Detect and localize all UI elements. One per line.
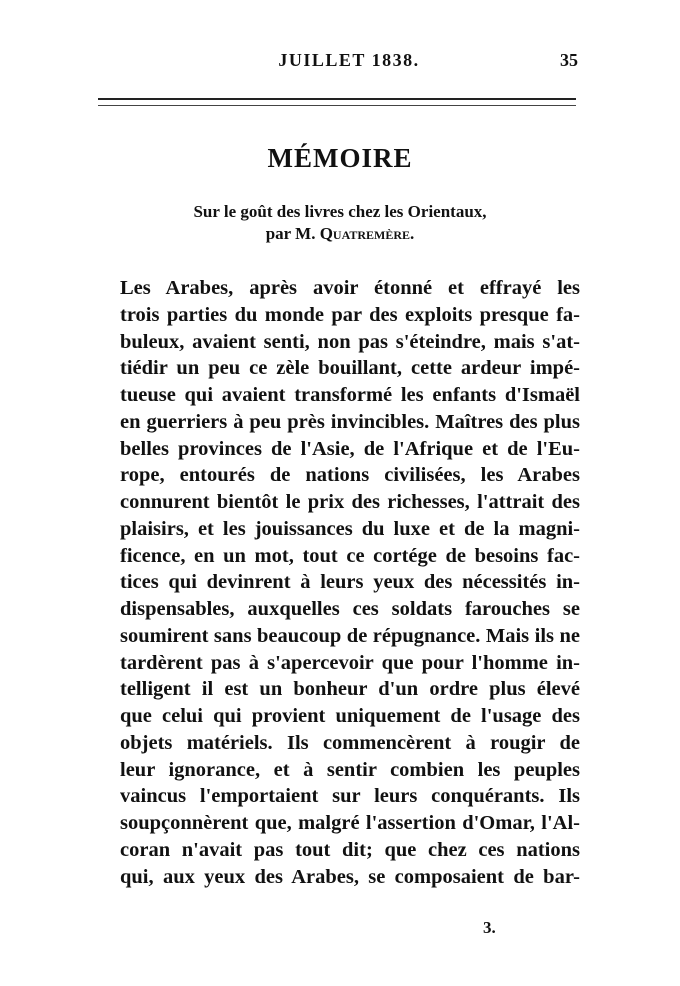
- signature-mark: 3.: [483, 918, 496, 937]
- body-line: rope, entourés de nations civilisées, les Arabes: [120, 464, 580, 487]
- body-line: tices qui devinrent à leurs yeux des nécessités in-: [120, 571, 580, 594]
- body-line: tiédir un peu ce zèle bouillant, cette ardeur impé-: [120, 357, 580, 380]
- body-line: qui, aux yeux des Arabes, se composaient de bar-: [120, 865, 580, 888]
- body-line: connurent bientôt le prix des richesses, l'attrait des: [120, 491, 580, 513]
- body-line: objets matériels. Ils commencèrent à rougir de: [120, 731, 580, 754]
- body-line: buleux, avaient senti, non pas s'éteindre, mais s'at-: [120, 330, 580, 353]
- body-line: soumirent sans beaucoup de répugnance. Mais ils ne: [120, 624, 580, 647]
- subtitle-line: Sur le goût des livres chez les Orientaux,: [193, 202, 487, 221]
- running-head-title: JUILLET 1838.: [278, 50, 420, 70]
- body-line: trois parties du monde par des exploits presque fa-: [120, 303, 580, 326]
- body-line: belles provinces de l'Asie, de l'Afrique et de l'Eu-: [120, 437, 580, 460]
- body-line: dispensables, auxquelles ces soldats farouches se: [120, 598, 580, 620]
- byline: [0, 223, 680, 245]
- body-line: ficence, en un mot, tout ce cortége de besoins fac-: [120, 544, 580, 567]
- article-subtitle: [0, 201, 680, 245]
- body-line: en guerriers à peu près invincibles. Maîtres des plus: [120, 410, 580, 433]
- body-line: soupçonnèrent que, malgré l'assertion d'Omar, l'Al-: [120, 812, 580, 834]
- body-line: tardèrent pas à s'apercevoir que pour l'homme in-: [120, 651, 580, 674]
- body-line: plaisirs, et les jouissances du luxe et de la magni-: [120, 517, 580, 540]
- author-name: Quatremère.: [319, 224, 415, 243]
- body-line: que celui qui provient uniquement de l'usage des: [120, 705, 580, 727]
- body-line: leur ignorance, et à sentir combien les peuples: [120, 758, 580, 781]
- byline-prefix: par M.: [265, 224, 316, 243]
- body-line: telligent il est un bonheur d'un ordre plus élevé: [120, 678, 580, 701]
- article-title: MÉMOIRE: [267, 143, 413, 173]
- header-rule: [98, 98, 576, 106]
- body-line: vaincus l'emportaient sur leurs conquérants. Ils: [120, 785, 580, 808]
- page-number: 35: [560, 50, 578, 70]
- running-head: [120, 50, 578, 74]
- body-line: tueuse qui avaient transformé les enfants d'Ismaël: [120, 384, 580, 406]
- body-line: Les Arabes, après avoir étonné et effrayé les: [120, 277, 580, 299]
- body-text: [120, 275, 580, 890]
- body-line: coran n'avait pas tout dit; que chez ces nations: [120, 838, 580, 861]
